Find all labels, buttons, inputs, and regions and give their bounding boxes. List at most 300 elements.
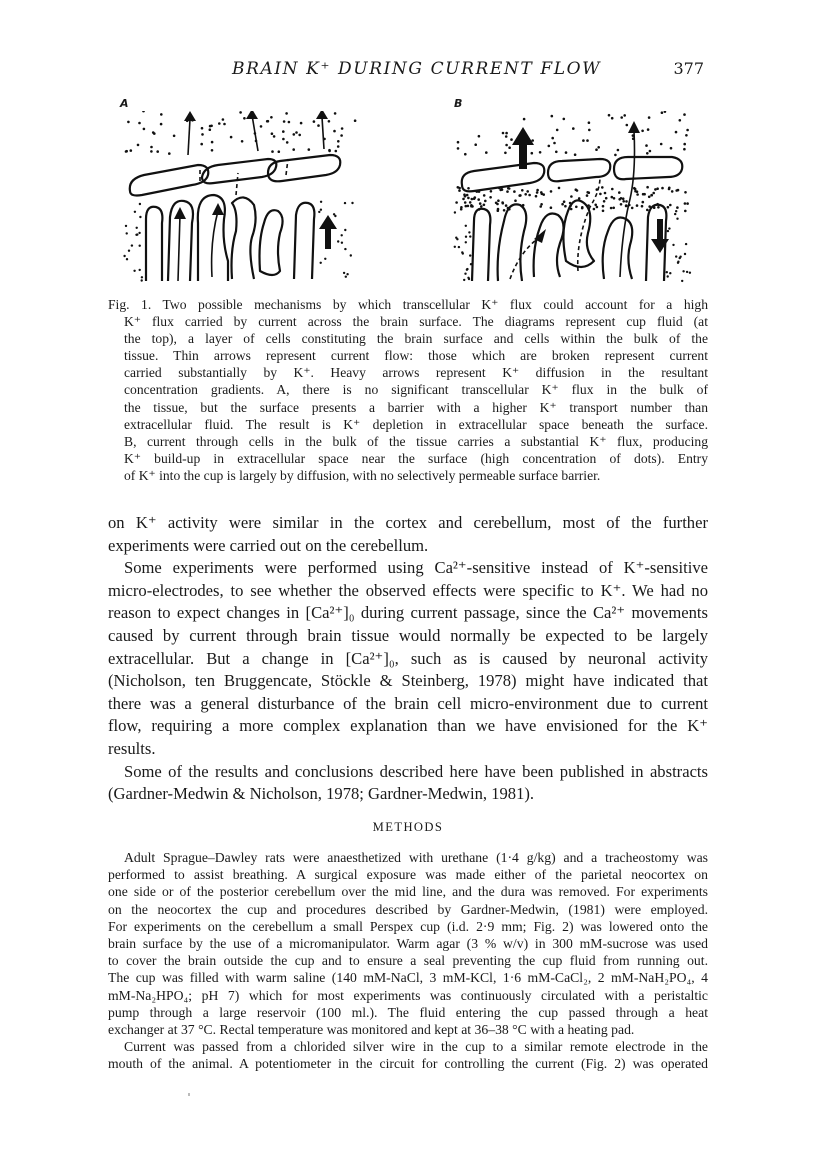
dot	[676, 218, 678, 220]
dot	[211, 141, 214, 144]
dot	[344, 248, 346, 250]
dot	[681, 280, 683, 282]
dot	[350, 254, 352, 256]
dot	[478, 135, 481, 138]
dot	[346, 273, 348, 275]
dot	[283, 120, 286, 123]
dot	[467, 187, 470, 190]
dot	[636, 193, 639, 196]
dot	[642, 201, 645, 204]
dot	[625, 200, 628, 203]
surface-cell-b3	[614, 157, 682, 179]
dot	[313, 120, 316, 123]
dot	[597, 146, 600, 149]
dot	[465, 205, 468, 208]
dot	[173, 135, 176, 138]
dot	[674, 213, 676, 215]
dot	[652, 192, 655, 195]
dot	[564, 205, 567, 208]
dot	[462, 198, 465, 201]
methods-line: performed to assist breathing. A surgical exposure was made either of the parietal neocortex on	[108, 867, 708, 883]
dot	[501, 188, 504, 191]
dot	[646, 209, 649, 212]
dot	[483, 194, 486, 197]
caption-line: the tissue, but the surface presents a barrier with a higher K⁺ transport number than	[124, 399, 708, 415]
dot	[222, 118, 225, 121]
dot	[631, 207, 634, 210]
caption-line: concentration gradients. A, there is no significant transcellular K⁺ flux in the bulk of	[124, 382, 708, 398]
caption-line: carried substantially by K⁺. Heavy arrows represent K⁺ diffusion in the resultant	[124, 365, 708, 381]
dot	[506, 190, 509, 193]
dot	[278, 150, 281, 153]
running-head: BRAIN K⁺ DURING CURRENT FLOW	[232, 59, 602, 79]
dot	[300, 122, 303, 125]
dot	[622, 200, 625, 203]
dot	[139, 245, 141, 247]
methods-line: on the neocortex the cup and procedures described by Gardner-Medwin, (1981) were employed.	[108, 901, 708, 917]
dot	[551, 115, 554, 118]
bulk-cell-b1	[472, 209, 490, 281]
dot	[667, 206, 670, 209]
dot	[123, 255, 125, 257]
dot	[504, 152, 507, 155]
dot	[243, 117, 246, 120]
dot	[125, 225, 127, 227]
dot	[496, 203, 499, 206]
surface-cell-a3	[268, 155, 340, 181]
dot	[574, 153, 577, 156]
dot	[469, 254, 471, 256]
dot	[526, 190, 529, 193]
dot	[661, 111, 664, 114]
methods-line: brain surface by the use of a micromanipulator. Warm agar (3 % w/v) in 300 mM-sucrose was used	[108, 936, 708, 952]
dot	[480, 205, 483, 208]
dot	[267, 120, 270, 123]
dot	[455, 201, 458, 204]
dot	[354, 119, 357, 122]
dot	[679, 256, 681, 258]
dot	[477, 198, 480, 201]
dot	[230, 136, 233, 139]
body-line: results.	[108, 738, 156, 758]
heavy-arrow-a	[319, 215, 337, 249]
dot	[473, 197, 476, 200]
dot	[645, 144, 648, 147]
dot	[502, 202, 505, 205]
dot	[548, 145, 551, 148]
dot	[553, 142, 556, 145]
dot	[465, 241, 467, 243]
dot	[649, 150, 652, 153]
dot	[497, 209, 500, 212]
dot	[508, 146, 511, 149]
dot	[131, 244, 133, 246]
body-line: Some of the results and conclusions described here have been published in abstracts	[124, 761, 708, 781]
dot	[670, 147, 673, 150]
dot	[201, 127, 204, 130]
methods-text	[108, 849, 708, 1073]
dot	[135, 234, 137, 236]
dot	[668, 227, 670, 229]
page-number: 377	[673, 59, 704, 78]
dot	[345, 276, 347, 278]
dot	[646, 152, 649, 155]
dot	[150, 150, 153, 153]
dot	[675, 189, 678, 192]
dot	[125, 150, 128, 153]
dot	[636, 204, 639, 207]
methods-line: one side or of the posterior cerebellum over the mid line, and the dura was removed. For experiments	[108, 884, 708, 900]
dot	[466, 268, 468, 270]
panel-b-label: B	[454, 97, 463, 110]
dot	[293, 133, 296, 136]
body-line: on K⁺ activity were similar in the cortex and cerebellum, most of the further	[108, 513, 708, 532]
dot	[611, 117, 614, 120]
dot	[337, 240, 339, 242]
dot	[139, 216, 141, 218]
methods-line: For experiments on the cerebellum a small Perspex cup (i.d. 2·9 mm; Fig. 2) was lowered onto the	[108, 918, 708, 934]
panel-a-label: A	[120, 97, 129, 110]
methods-line: mM-Na₂HPO₄; pH 7) which for most experiments was continuously circulated with a peristaltic	[108, 987, 708, 1003]
dot	[137, 144, 140, 147]
dot	[634, 188, 637, 191]
dot	[458, 246, 460, 248]
dot	[239, 111, 242, 114]
dot	[483, 204, 486, 207]
dot	[463, 193, 466, 196]
methods-line: pump through a large reservoir (100 ml.). The fluid entering the cup passed through a heat	[108, 1004, 708, 1020]
dot	[556, 129, 559, 132]
dot	[626, 124, 629, 127]
methods-line: Current was passed from a chlorided silver wire in the cup to a similar remote electrode in the	[124, 1039, 708, 1055]
dot	[138, 232, 140, 234]
dot	[610, 207, 613, 210]
dot	[613, 197, 616, 200]
body-text	[108, 512, 708, 806]
diagram-a	[118, 111, 363, 283]
dot	[503, 209, 506, 212]
bulk-cell-a6	[294, 203, 314, 279]
dot	[127, 121, 130, 124]
dot	[484, 200, 487, 203]
dot	[271, 150, 274, 153]
dot	[588, 121, 591, 124]
page-header	[0, 59, 816, 83]
dot	[454, 211, 456, 213]
dot	[337, 145, 340, 148]
caption-line: extracellular fluid. The result is K⁺ depletion in extracellular space beneath the surface.	[124, 416, 708, 432]
dot	[561, 203, 564, 206]
dot	[675, 210, 677, 212]
dots-a	[123, 111, 356, 282]
dot	[539, 151, 542, 154]
dot	[461, 251, 463, 253]
dot	[636, 190, 639, 193]
dot	[457, 147, 460, 150]
dot	[463, 279, 465, 281]
dot	[523, 118, 526, 121]
dot	[586, 194, 589, 197]
dot	[320, 262, 322, 264]
dot	[594, 204, 597, 207]
dot	[565, 151, 568, 154]
dot	[126, 232, 128, 234]
dot	[535, 195, 538, 198]
dot	[596, 206, 599, 209]
body-line: experiments were carried out on the cerebellum.	[108, 535, 429, 555]
dot	[168, 152, 171, 155]
body-line: caused by current through brain tissue would normally be expected to be largely	[108, 625, 708, 645]
section-heading-methods: METHODS	[372, 820, 444, 834]
dot	[139, 269, 141, 271]
dot	[602, 210, 605, 213]
dot	[593, 208, 596, 211]
dot	[648, 196, 651, 199]
dot	[605, 197, 608, 200]
caption-line: K⁺ build-up in extracellular space near the surface (high concentration of dots). Entry	[124, 450, 708, 466]
dot	[582, 139, 585, 142]
dot	[456, 238, 458, 240]
dot	[518, 194, 521, 197]
dot	[666, 271, 668, 273]
dot	[457, 186, 460, 189]
dot	[654, 188, 657, 191]
dot	[648, 116, 651, 119]
dot	[490, 190, 493, 193]
dot	[684, 191, 687, 194]
dot	[550, 206, 553, 209]
dot	[485, 151, 488, 154]
dot	[460, 208, 463, 211]
dot	[684, 210, 687, 213]
dot	[604, 192, 607, 195]
dot	[270, 116, 273, 119]
body-line: (Nicholson, ten Bruggencate, Stöckle & Steinberg, 1978) might have indicated that	[108, 671, 708, 691]
dot	[468, 278, 470, 280]
dot	[469, 235, 471, 237]
dot	[328, 150, 331, 153]
bulk-cell-a5	[260, 210, 283, 275]
dot	[340, 134, 343, 137]
dot	[657, 206, 660, 209]
dot	[160, 123, 163, 126]
dot	[622, 197, 625, 200]
dot	[575, 206, 578, 209]
dot	[686, 271, 688, 273]
dot	[563, 200, 566, 203]
caption-line: the top), a layer of cells constituting the brain surface and cells within the bulk of the	[124, 331, 708, 347]
dot	[672, 244, 674, 246]
methods-line: The cup was filled with warm saline (140 mM-NaCl, 3 mM-KCl, 1·6 mM-CaCl₂, 2 mM-NaH₂PO₄, 4	[108, 970, 708, 986]
dot	[241, 140, 244, 143]
dot	[656, 187, 659, 190]
dot	[464, 273, 466, 275]
dot	[505, 144, 508, 147]
dot	[335, 150, 338, 153]
dot	[620, 203, 623, 206]
dot	[683, 148, 686, 151]
dot	[513, 190, 516, 193]
dot	[341, 234, 343, 236]
dot	[510, 138, 513, 141]
dot	[209, 125, 212, 128]
dot	[664, 111, 667, 113]
dot	[642, 193, 645, 196]
dot	[563, 118, 566, 121]
figure-caption	[108, 296, 708, 484]
dot	[595, 148, 598, 151]
body-line: micro-electrodes, to see whether the observed effects were specific to K⁺. We had no	[108, 580, 708, 600]
dot	[308, 148, 311, 151]
dot	[465, 225, 467, 227]
dot	[650, 194, 653, 197]
dot	[320, 209, 322, 211]
dot	[550, 190, 553, 193]
dot	[286, 141, 289, 144]
dot	[337, 140, 340, 143]
dot	[273, 135, 276, 138]
dot	[497, 199, 500, 202]
dot	[139, 203, 141, 205]
dot	[160, 113, 163, 116]
dot	[318, 211, 320, 213]
dot	[465, 236, 467, 238]
dot	[152, 131, 155, 134]
page-speck	[188, 1093, 190, 1096]
dot	[586, 191, 589, 194]
dot	[611, 188, 614, 191]
dot	[576, 189, 579, 192]
dot	[464, 153, 467, 156]
dot	[457, 141, 460, 144]
methods-line: Adult Sprague–Dawley rats were anaesthetized with urethane (1·4 g/kg) and a tracheostomy was	[124, 850, 708, 865]
dot	[130, 149, 133, 152]
dot	[625, 205, 628, 208]
dot	[682, 270, 684, 272]
dot	[143, 128, 146, 131]
diagram-b	[450, 111, 695, 283]
dot	[683, 143, 686, 146]
dot	[468, 231, 470, 233]
dot	[620, 197, 623, 200]
dot	[676, 206, 679, 209]
bulk-cell-b2	[498, 204, 527, 281]
dot	[675, 131, 678, 134]
dot	[505, 135, 508, 138]
dot	[647, 128, 650, 131]
bulk-cell-b5	[603, 218, 633, 280]
dot	[209, 128, 212, 131]
dot	[133, 270, 135, 272]
dot	[558, 187, 561, 190]
dot	[505, 132, 508, 135]
dot	[469, 201, 472, 204]
dot	[271, 132, 274, 135]
dot	[686, 129, 689, 132]
dot	[150, 146, 153, 149]
caption-line: B, current through cells in the bulk of the tissue carries a substantial K⁺ flux, producing	[124, 433, 708, 449]
dot	[602, 205, 605, 208]
dot	[333, 130, 336, 133]
dot	[317, 124, 320, 127]
dot	[471, 198, 474, 201]
dot	[524, 193, 527, 196]
dot	[603, 200, 606, 203]
dot	[521, 189, 524, 192]
dot	[660, 143, 663, 146]
dot	[341, 242, 343, 244]
surface-cell-b1	[462, 163, 545, 191]
dot	[200, 143, 203, 146]
dot	[684, 253, 686, 255]
dot	[679, 119, 682, 122]
dot	[570, 195, 573, 198]
dot	[343, 272, 345, 274]
dot	[586, 139, 589, 142]
dot	[334, 112, 337, 115]
dot	[685, 243, 687, 245]
dot	[223, 123, 226, 126]
dot	[201, 133, 204, 136]
bulk-cell-b3	[534, 214, 564, 278]
dot	[282, 130, 285, 133]
dot	[667, 230, 669, 232]
dot	[572, 127, 575, 130]
dot	[689, 272, 691, 274]
caption-line: K⁺ flux carried by current across the brain surface. The diagrams represent cup fluid (at	[124, 314, 708, 330]
dot	[211, 149, 214, 152]
dot	[458, 189, 461, 192]
dot	[260, 125, 263, 128]
dot	[541, 193, 544, 196]
dot	[667, 275, 669, 277]
dot	[344, 229, 346, 231]
caption-line: of K⁺ into the cup is largely by diffusion, with no selectively permeable surface barrier.	[124, 467, 601, 483]
dot	[298, 134, 301, 137]
dot	[514, 199, 517, 202]
dot	[623, 114, 626, 117]
dot	[612, 207, 615, 210]
dot	[588, 129, 591, 132]
dot	[505, 204, 508, 207]
dot	[601, 186, 604, 189]
dot	[295, 131, 298, 134]
dot	[328, 120, 331, 123]
dot	[141, 279, 143, 281]
dot	[669, 204, 672, 207]
dot	[641, 205, 644, 208]
dot	[683, 113, 686, 116]
dot	[479, 202, 482, 205]
dot	[288, 121, 291, 124]
dot	[677, 262, 679, 264]
bulk-cell-a1	[146, 207, 162, 281]
dot	[536, 189, 539, 192]
dot	[675, 255, 677, 257]
dot	[134, 211, 136, 213]
surface-cell-b2	[548, 159, 610, 181]
body-line: reason to expect changes in [Ca²⁺]₀ during current passage, since the Ca²⁺ movements	[108, 603, 708, 623]
body-line: extracellular. But a change in [Ca²⁺]₀, such as is caused by neuronal activity	[108, 648, 708, 668]
dot	[489, 196, 492, 199]
dot	[320, 201, 322, 203]
dot	[528, 194, 531, 197]
surface-cell-a1	[130, 165, 209, 196]
caption-line: Fig. 1. Two possible mechanisms by which transcellular K⁺ flux could account for a high	[108, 297, 708, 312]
dot	[555, 151, 558, 154]
dot	[282, 138, 285, 141]
dot	[138, 122, 141, 125]
